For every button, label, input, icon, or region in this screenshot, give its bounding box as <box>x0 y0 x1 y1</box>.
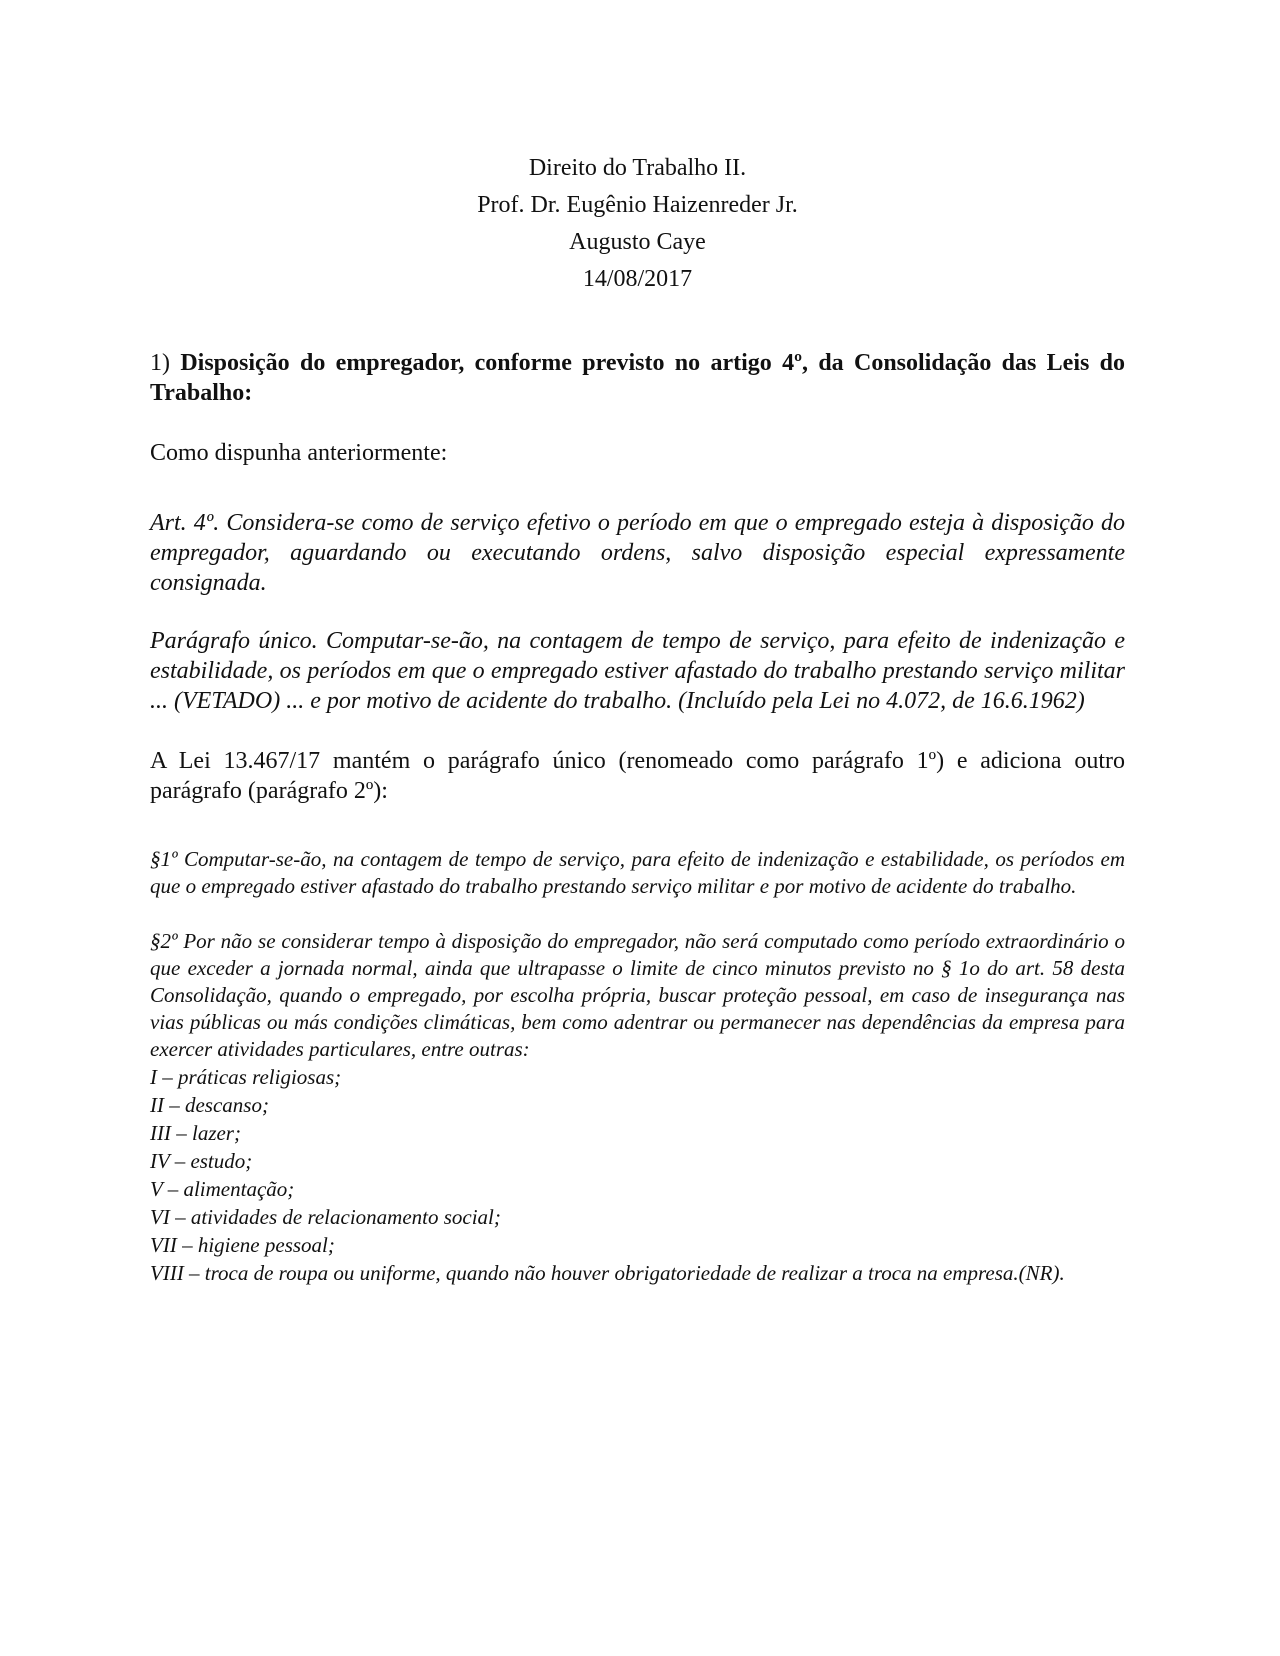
question-heading <box>150 348 1125 408</box>
list-item: VII – higiene pessoal; <box>150 1233 335 1257</box>
activities-list <box>150 1063 1125 1287</box>
document-header <box>150 150 1125 298</box>
list-item: III – lazer; <box>150 1121 241 1145</box>
student-name: Augusto Caye <box>569 229 706 255</box>
list-item: I – práticas religiosas; <box>150 1065 342 1089</box>
document-page <box>150 150 1125 1287</box>
question-title: Disposição do empregador, conforme previsto no artigo 4º, da Consolidação das Leis do Trabalho: <box>150 350 1126 406</box>
list-item: V – alimentação; <box>150 1177 295 1201</box>
article-4-text: Art. 4º. Considera-se como de serviço efetivo o período em que o empregado esteja à disposição do empregador, aguardando ou executando ordens, salvo disposição especial expressamente consignada. <box>150 510 1125 596</box>
list-item: VIII – troca de roupa ou uniforme, quando não houver obrigatoriedade de realizar a troca na empresa.(NR). <box>150 1261 1065 1285</box>
lei-13467-text: A Lei 13.467/17 mantém o parágrafo único (renomeado como parágrafo 1º) e adiciona outro parágrafo (parágrafo 2º): <box>150 748 1125 804</box>
list-item: VI – atividades de relacionamento social; <box>150 1205 501 1229</box>
document-date: 14/08/2017 <box>582 266 693 292</box>
list-item: II – descanso; <box>150 1093 269 1117</box>
intro-text: Como dispunha anteriormente: <box>150 440 448 466</box>
course-title: Direito do Trabalho II. <box>528 155 747 181</box>
question-number: 1) <box>150 350 170 376</box>
paragrafo-unico-text: Parágrafo único. Computar-se-ão, na contagem de tempo de serviço, para efeito de indenização e estabilidade, os períodos em que o empregado estiver afastado do trabalho prestando serviço militar ... (VETADO) ... e por motivo de acidente do trabalho. (Incluído pela Lei no 4.072, de 16.6.1962) <box>150 628 1125 714</box>
paragraph-1-text: §1º Computar-se-ão, na contagem de tempo de serviço, para efeito de indenização e estabilidade, os períodos em que o empregado estiver afastado do trabalho prestando serviço militar e por motivo de acidente do trabalho. <box>150 847 1125 898</box>
list-item: IV – estudo; <box>150 1149 253 1173</box>
professor-name: Prof. Dr. Eugênio Haizenreder Jr. <box>477 192 798 218</box>
paragraph-2-text: §2º Por não se considerar tempo à disposição do empregador, não será computado como período extraordinário o que exceder a jornada normal, ainda que ultrapasse o limite de cinco minutos previsto no § 1o do art. 58 desta Consolidação, quando o empregado, por escolha própria, buscar proteção pessoal, em caso de insegurança nas vias públicas ou más condições climáticas, bem como adentrar ou permanecer nas dependências da empresa para exercer atividades particulares, entre outras: <box>150 929 1125 1061</box>
